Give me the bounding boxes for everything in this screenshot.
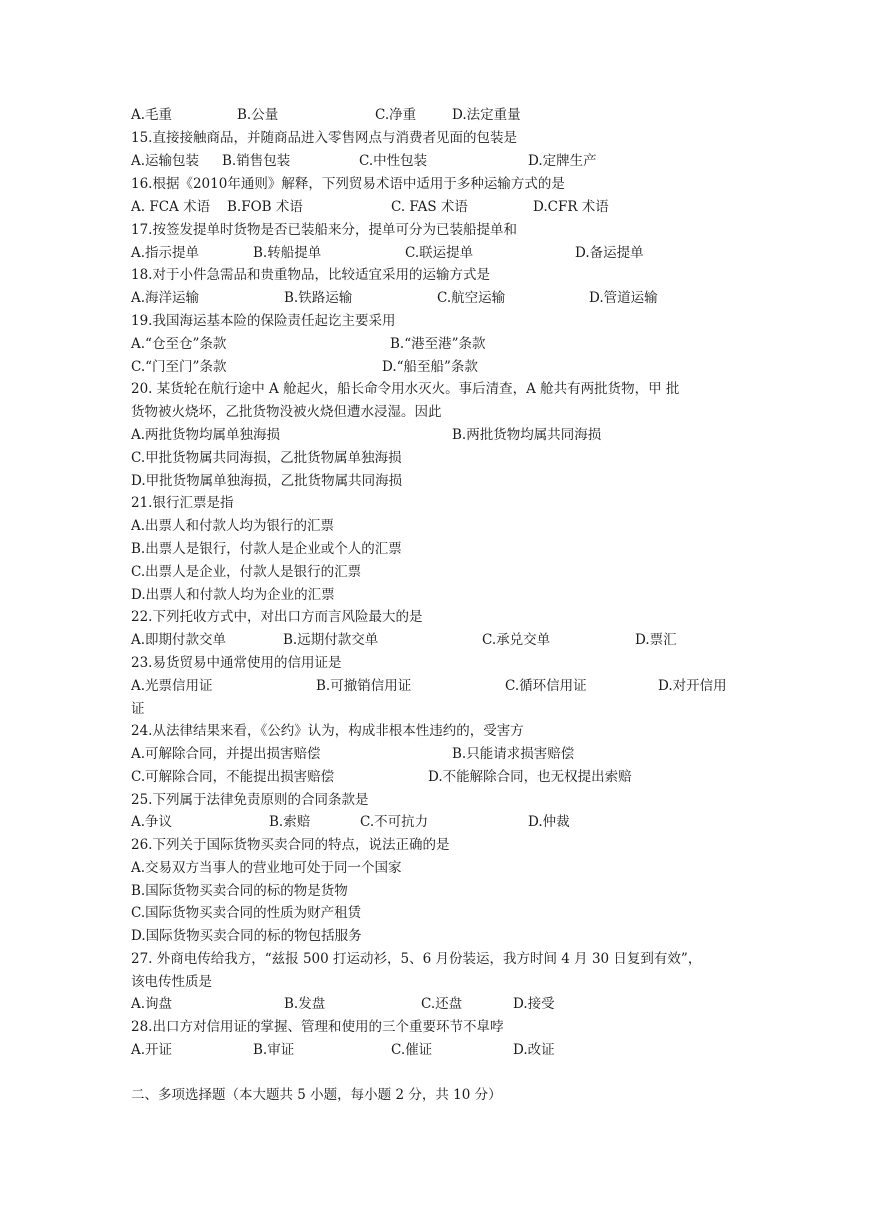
q27-option-a: A.询盘 xyxy=(131,996,173,1012)
q17-option-d: D.备运提单 xyxy=(575,245,644,261)
q15-option-b: B.销售包装 xyxy=(222,153,291,169)
q16-option-a: A. FCA 术语 xyxy=(131,199,211,215)
q25-option-c: C.不可抗力 xyxy=(360,814,429,830)
q28-option-d: D.改证 xyxy=(513,1042,555,1058)
q28-option-c: C.催证 xyxy=(391,1042,433,1058)
q25-option-d: D.仲裁 xyxy=(528,814,570,830)
q26-stem-text: 26.下列关于国际货物买卖合同的特点，说法正确的是 xyxy=(131,837,450,853)
q14-option-d: D.法定重量 xyxy=(452,107,521,123)
q28-option-a: A.开证 xyxy=(131,1042,173,1058)
q22-stem-text: 22.下列托收方式中，对出口方而言风险最大的是 xyxy=(131,609,423,625)
q27-option-b: B.发盘 xyxy=(284,996,326,1012)
q27-stem-text-2: 该电传性质是 xyxy=(131,974,212,990)
q21-option-b: B.出票人是银行，付款人是企业或个人的汇票 xyxy=(131,541,402,557)
q18-option-d: D.管道运输 xyxy=(589,290,658,306)
q20-option-b: B.两批货物均属共同海损 xyxy=(452,427,602,443)
q15-stem-text: 15.直接接触商品，并随商品进入零售网点与消费者见面的包装是 xyxy=(131,130,517,146)
q24-stem-text: 24.从法律结果来看，《公约》认为，构成非根本性违约的，受害方 xyxy=(131,723,524,739)
q18-option-b: B.铁路运输 xyxy=(284,290,353,306)
q25-option-b: B.索赔 xyxy=(269,814,311,830)
q14-option-a: A.毛重 xyxy=(131,107,173,123)
q17-stem-text: 17.按签发提单时货物是否已装船来分，提单可分为已装船提单和 xyxy=(131,222,517,238)
q21-option-a: A.出票人和付款人均为银行的汇票 xyxy=(131,518,335,534)
q15-option-a: A.运输包装 xyxy=(131,153,200,169)
q18-option-a: A.海洋运输 xyxy=(131,290,200,306)
q14-option-c: C.净重 xyxy=(375,107,417,123)
q24-option-d: D.不能解除合同，也无权提出索赔 xyxy=(428,769,632,785)
q20-option-a: A.两批货物均属单独海损 xyxy=(131,427,281,443)
q22-option-b: B.远期付款交单 xyxy=(283,632,379,648)
q23-option-d: D.对开信用 xyxy=(658,678,727,694)
q23-stem-text: 23.易货贸易中通常使用的信用证是 xyxy=(131,655,342,671)
q17-option-b: B.转船提单 xyxy=(253,245,322,261)
q22-option-c: C.承兑交单 xyxy=(482,632,551,648)
q16-option-b: B.FOB 术语 xyxy=(227,199,303,215)
q25-option-a: A.争议 xyxy=(131,814,173,830)
q14-option-b: B.公量 xyxy=(237,107,279,123)
q15-option-d: D.定牌生产 xyxy=(528,153,597,169)
q19-option-c: C.“门至门”条款 xyxy=(131,359,227,375)
q19-option-b: B.“港至港”条款 xyxy=(390,336,486,352)
q20-stem-text-1: 20. 某货轮在航行途中 A 舱起火，船长命令用水灭火。事后清查，A 舱共有两批货物，甲 批 xyxy=(131,381,680,397)
q18-option-c: C.航空运输 xyxy=(437,290,506,306)
q27-stem-text-1: 27. 外商电传给我方，“兹报 500 打运动衫，5、6 月份装运，我方时间 4 月 30 日复到有效”， xyxy=(131,951,702,967)
q26-option-b: B.国际货物买卖合同的标的物是货物 xyxy=(131,883,348,899)
q27-option-c: C.还盘 xyxy=(421,996,463,1012)
q28-option-b: B.审证 xyxy=(253,1042,295,1058)
q25-stem-text: 25.下列属于法律免责原则的合同条款是 xyxy=(131,792,369,808)
q21-option-d: D.出票人和付款人均为企业的汇票 xyxy=(131,587,335,603)
q22-option-d: D.票汇 xyxy=(635,632,677,648)
q22-option-a: A.即期付款交单 xyxy=(131,632,227,648)
q19-stem-text: 19.我国海运基本险的保险责任起讫主要采用 xyxy=(131,313,396,329)
q26-option-c: C.国际货物买卖合同的性质为财产租赁 xyxy=(131,905,362,921)
q16-option-c: C. FAS 术语 xyxy=(391,199,468,215)
q16-stem-text: 16.根据《2010年通则》解释，下列贸易术语中适用于多种运输方式的是 xyxy=(131,176,565,192)
q16-option-d: D.CFR 术语 xyxy=(533,199,609,215)
q26-option-d: D.国际货物买卖合同的标的物包括服务 xyxy=(131,928,362,944)
q28-stem-text: 28.出口方对信用证的掌握、管理和使用的三个重要环节不皐哱 xyxy=(131,1019,504,1035)
q23-option-a: A.光票信用证 xyxy=(131,678,213,694)
q21-stem-text: 21.银行汇票是指 xyxy=(131,495,234,511)
q23-option-c: C.循环信用证 xyxy=(505,678,587,694)
q24-option-c: C.可解除合同，不能提出损害赔偿 xyxy=(131,769,335,785)
q26-option-a: A.交易双方当事人的营业地可处于同一个国家 xyxy=(131,860,402,876)
q20-stem-text-2: 货物被火烧坏，乙批货物没被火烧但遭水浸湿。因此 xyxy=(131,404,442,420)
q15-option-c: C.中性包装 xyxy=(359,153,428,169)
q24-option-a: A.可解除合同，并提出损害赔偿 xyxy=(131,746,321,762)
q27-option-d: D.接受 xyxy=(513,996,555,1012)
section-2-heading-text: 二、多项选择题（本大题共 5 小题，每小题 2 分，共 10 分） xyxy=(131,1087,502,1103)
q21-option-c: C.出票人是企业，付款人是银行的汇票 xyxy=(131,564,362,580)
q17-option-a: A.指示提单 xyxy=(131,245,200,261)
q23-option-d-cont: 证 xyxy=(131,701,145,717)
q20-option-d: D.甲批货物属单独海损，乙批货物属共同海损 xyxy=(131,473,403,489)
q18-stem-text: 18.对于小件急需品和贵重物品，比较适宜采用的运输方式是 xyxy=(131,267,490,283)
q19-option-d: D.“船至船”条款 xyxy=(382,359,478,375)
q24-option-b: B.只能请求损害赔偿 xyxy=(452,746,575,762)
q17-option-c: C.联运提单 xyxy=(405,245,474,261)
q23-option-b: B.可撤销信用证 xyxy=(316,678,412,694)
q19-option-a: A.“仓至仓”条款 xyxy=(131,336,227,352)
q20-option-c: C.甲批货物属共同海损，乙批货物属单独海损 xyxy=(131,450,402,466)
